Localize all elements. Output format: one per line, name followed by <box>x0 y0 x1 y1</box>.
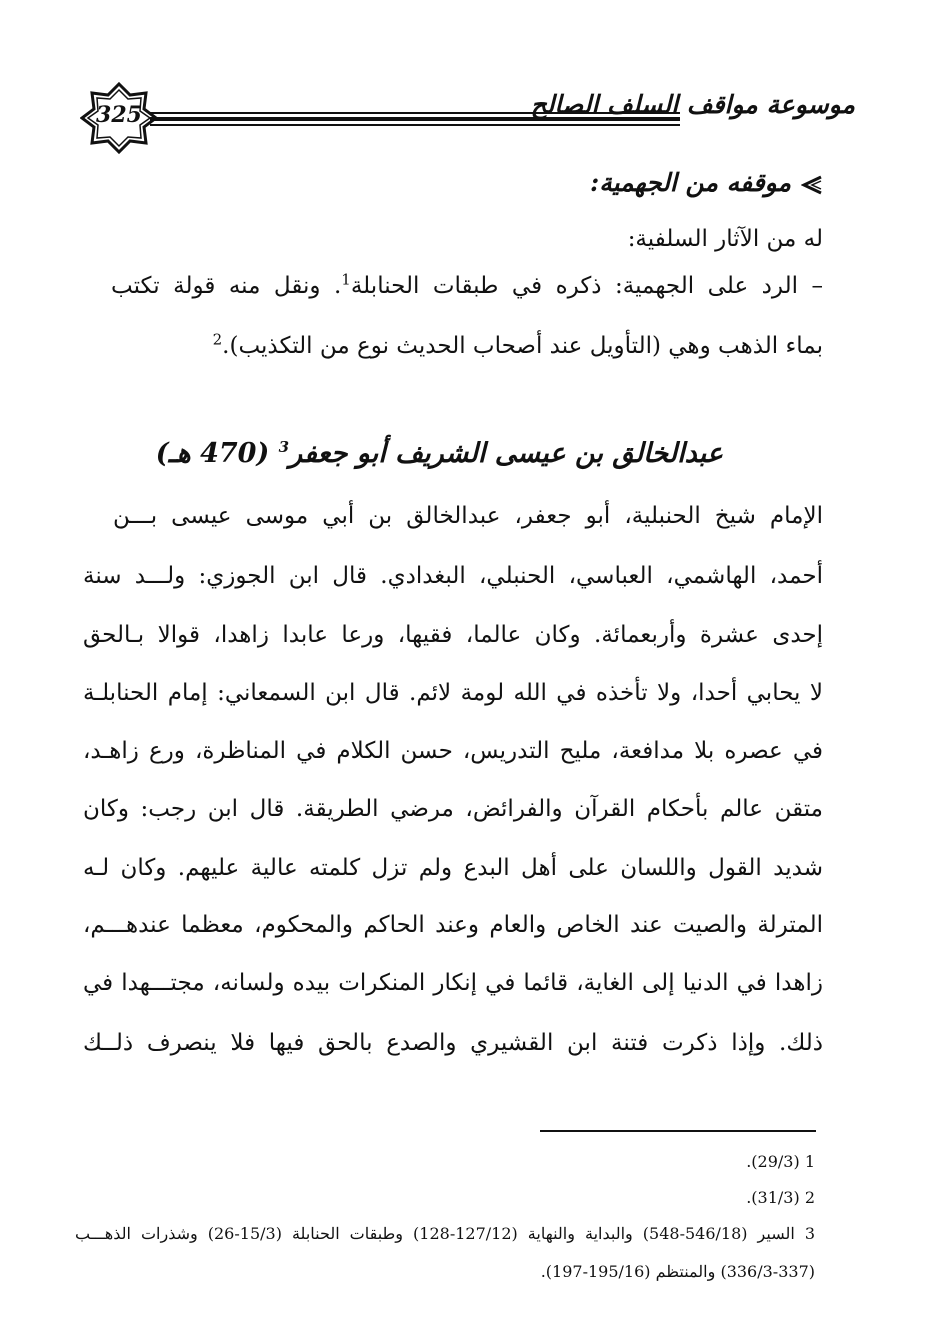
section-item-line: – الرد على الجهمية: ذكره في طبقات الحنابلة$^1$. ونقل منه قولة تكتب <box>111 270 823 299</box>
paragraph-line: المترلة والصيت عند الخاص والعام وعند الحاكم والمحكوم، معظما عندهـــم، <box>83 912 823 938</box>
section-heading <box>223 168 823 197</box>
paragraph-line: لا يحابي أحدا، ولا تأخذه في الله لومة لائم. قال ابن السمعاني: إمام الحنابلـة <box>83 680 823 706</box>
paragraph-line: الإمام شيخ الحنبلية، أبو جعفر، عبدالخالق بن أبي موسى عيسى بـــن <box>113 503 823 529</box>
paragraph-line: في عصره بلا مدافعة، مليح التدريس، حسن الكلام في المناظرة، ورع زاهـد، <box>83 738 823 764</box>
paragraph-line: زاهدا في الدنيا إلى الغاية، قائما في إنكار المنكرات بيده ولسانه، مجتـــهدا في <box>83 970 823 996</box>
arrowhead-bullet-icon <box>801 174 823 196</box>
section-heading-text: موقفه من الجهمية: <box>590 168 791 197</box>
paragraph-line: أحمد، الهاشمي، العباسي، الحنبلي، البغدادي. قال ابن الجوزي: ولـــد سنة <box>83 563 823 589</box>
footnote-ref-2: 2 <box>212 330 223 349</box>
paragraph-line: شديد القول واللسان على أهل البدع ولم تزل كلمته عالية عليهم. وكان لـه <box>83 855 823 881</box>
section-item-line: بماء الذهب وهي (التأويل عند أصحاب الحديث نوع من التكذيب).$^2$ <box>212 330 823 359</box>
footnote: 3 السير (546/18-548) والبداية والنهاية (127/12-128) وطبقات الحنابلة (15/3-26) وشذرات الذهـــب <box>75 1224 816 1243</box>
biography-name: عبدالخالق بن عيسى الشريف أبو جعفر <box>289 438 723 469</box>
footnote: 2 (31/3). <box>746 1188 815 1207</box>
biography-heading <box>155 438 723 469</box>
footnote-ref-3: 3 <box>278 438 290 456</box>
footnote-separator <box>540 1130 816 1132</box>
paragraph-line: ذلك. وإذا ذكرت فتنة ابن القشيري والصدع بالحق فيها فلا ينصرف ذلــك <box>83 1030 823 1056</box>
page-header <box>80 82 855 154</box>
page-number-badge <box>80 82 158 154</box>
book-title: موسوعة مواقف السلف الصالح <box>530 90 855 119</box>
footnote-ref-1: 1 <box>341 270 351 289</box>
page-number: 325 <box>96 102 142 128</box>
section-intro: له من الآثار السلفية: <box>627 226 823 252</box>
footnote: 1 (29/3). <box>746 1152 815 1171</box>
paragraph-line: متقن عالم بأحكام القرآن والفرائض، مرضي الطريقة. قال ابن رجب: وكان <box>83 796 823 822</box>
footnote: (336/3-337) والمنتظم (195/16-197). <box>540 1262 815 1281</box>
paragraph-line: إحدى عشرة وأربعمائة. وكان عالما، فقيها، ورعا عابدا زاهدا، قوالا بـالحق <box>83 622 823 648</box>
biography-date: (470 هـ) <box>155 438 270 469</box>
